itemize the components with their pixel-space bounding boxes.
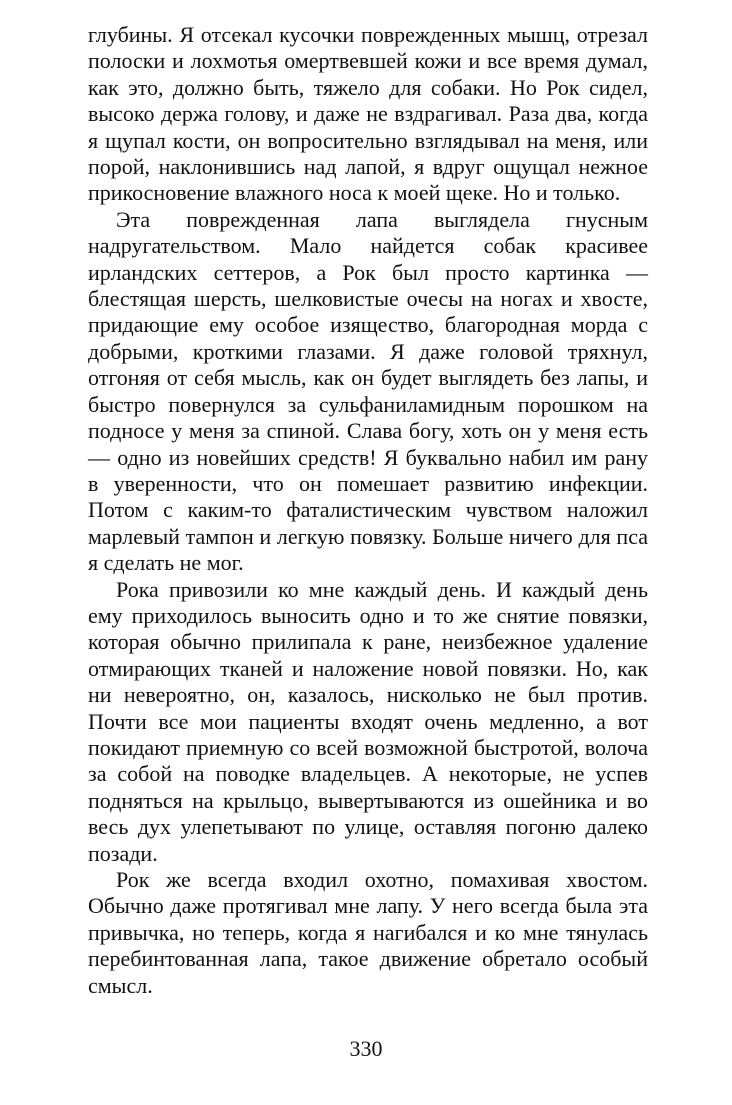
page-number: 330 (349, 1036, 383, 1061)
paragraph-2: Эта поврежденная лапа выглядела гнусным надругательством. Мало найдется собак красивее ирландских сеттеров, а Рок был просто картинка — блестящая шерсть, шелковистые очесы на ногах и хвосте, придающие ему особое изящество, благородная морда с добрыми, кроткими глазами. Я даже головой тряхнул, отгоняя от себя мысль, как он будет выглядеть без лапы, и быстро повернулся за сульфаниламидным порошком на подносе у меня за спиной. Слава богу, хоть он у меня есть — одно из новейших средств! Я буквально набил им рану в уверенности, что он помешает развитию инфекции. Потом с каким-то фаталистическим чувством наложил марлевый тампон и легкую повязку. Больше ничего для пса я сделать не мог. (88, 206, 648, 576)
page-text-block (88, 22, 648, 999)
paragraph-3: Рока привозили ко мне каждый день. И каждый день ему приходилось выносить одно и то же снятие повязки, которая обычно прилипала к ране, неизбежное удаление отмирающих тканей и наложение новой повязки. Но, как ни невероятно, он, казалось, нисколько не был против. Почти все мои пациенты входят очень медленно, а вот покидают приемную со всей возможной быстротой, волоча за собой на поводке владельцев. А некоторые, не успев подняться на крыльцо, вывертываются из ошейника и во весь дух улепетывают по улице, оставляя погоню далеко позади. (88, 576, 648, 866)
paragraph-4: Рок же всегда входил охотно, помахивая хвостом. Обычно даже протягивал мне лапу. У него всегда была эта привычка, но теперь, когда я нагибался и ко мне тянулась перебинтованная лапа, такое движение обретало особый смысл. (88, 867, 648, 998)
paragraph-1: глубины. Я отсекал кусочки поврежденных мышц, отрезал полоски и лохмотья омертвевшей кожи и все время думал, как это, должно быть, тяжело для собаки. Но Рок сидел, высоко держа голову, и даже не вздрагивал. Раза два, когда я щупал кости, он вопросительно взглядывал на меня, или порой, наклонившись над лапой, я вдруг ощущал нежное прикосновение влажного носа к моей щеке. Но и только. (88, 22, 648, 206)
